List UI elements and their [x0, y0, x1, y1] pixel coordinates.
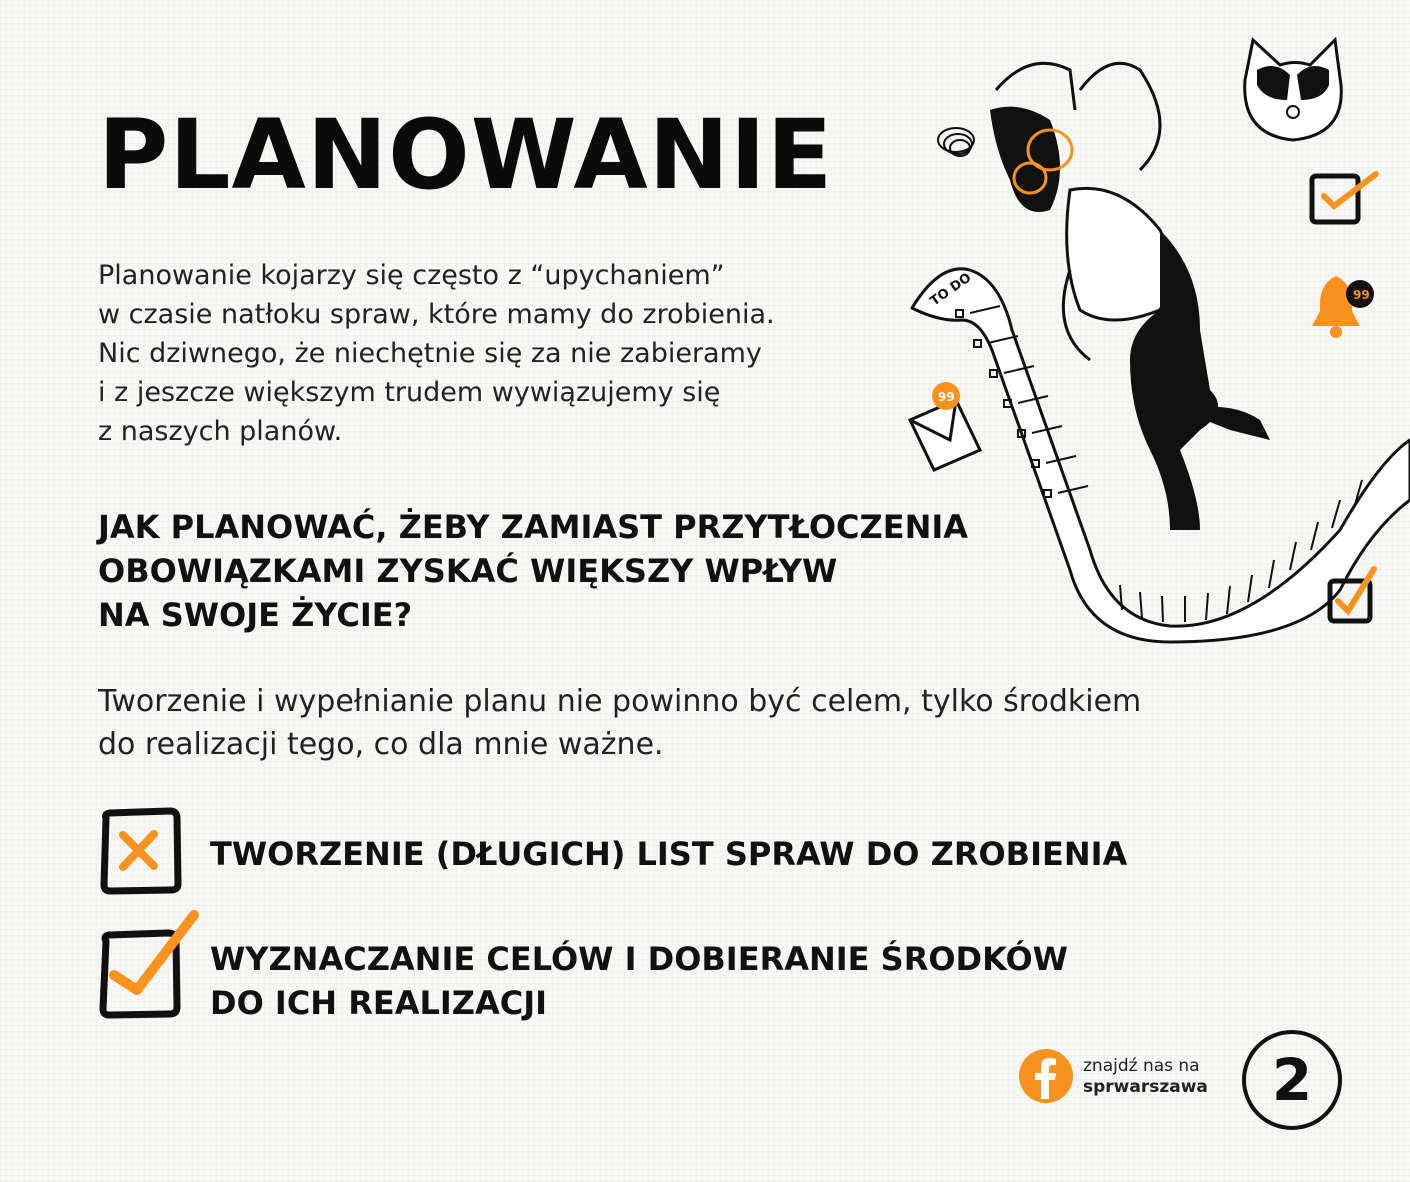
- fb-caption-line: znajdź nas na: [1083, 1056, 1200, 1076]
- intro-line: Planowanie kojarzy się często z “upychaniem”: [98, 260, 725, 291]
- page-number-badge: 2: [1242, 1030, 1342, 1130]
- check-mark-icon: [94, 905, 204, 1025]
- woman-with-todo-list-illustration: [900, 30, 1410, 650]
- question-line: NA SWOJE ŻYCIE?: [98, 596, 413, 634]
- facebook-icon[interactable]: [1018, 1047, 1074, 1105]
- todo-label: TO DO: [927, 270, 975, 310]
- fb-handle[interactable]: sprwarszawa: [1083, 1077, 1208, 1097]
- statement-line: do realizacji tego, co dla mnie ważne.: [98, 727, 664, 762]
- intro-paragraph: [98, 256, 898, 451]
- bell-badge-count: 99: [1353, 288, 1370, 302]
- facebook-caption[interactable]: [1083, 1056, 1208, 1098]
- list-item: [210, 832, 1127, 876]
- item-line: WYZNACZANIE CELÓW I DOBIERANIE ŚRODKÓW: [210, 940, 1068, 978]
- intro-line: Nic dziwnego, że niechętnie się za nie zabieramy: [98, 338, 762, 369]
- list-item: [210, 937, 1068, 1025]
- item-line: DO ICH REALIZACJI: [210, 984, 548, 1022]
- statement-line: Tworzenie i wypełnianie planu nie powinno być celem, tylko środkiem: [98, 684, 1142, 719]
- intro-line: w czasie natłoku spraw, które mamy do zrobienia.: [98, 299, 775, 330]
- question-line: JAK PLANOWAĆ, ŻEBY ZAMIAST PRZYTŁOCZENIA: [98, 508, 969, 546]
- intro-line: i z jeszcze większym trudem wywiązujemy się: [98, 377, 721, 408]
- envelope-badge-count: 99: [938, 390, 955, 404]
- statement-paragraph: [98, 680, 1141, 766]
- question-heading: [98, 505, 968, 637]
- question-line: OBOWIĄZKAMI ZYSKAĆ WIĘKSZY WPŁYW: [98, 552, 838, 590]
- item-line: TWORZENIE (DŁUGICH) LIST SPRAW DO ZROBIENIA: [210, 835, 1128, 873]
- intro-line: z naszych planów.: [98, 416, 343, 447]
- x-mark-icon: [96, 804, 186, 896]
- page-title: PLANOWANIE: [98, 99, 834, 211]
